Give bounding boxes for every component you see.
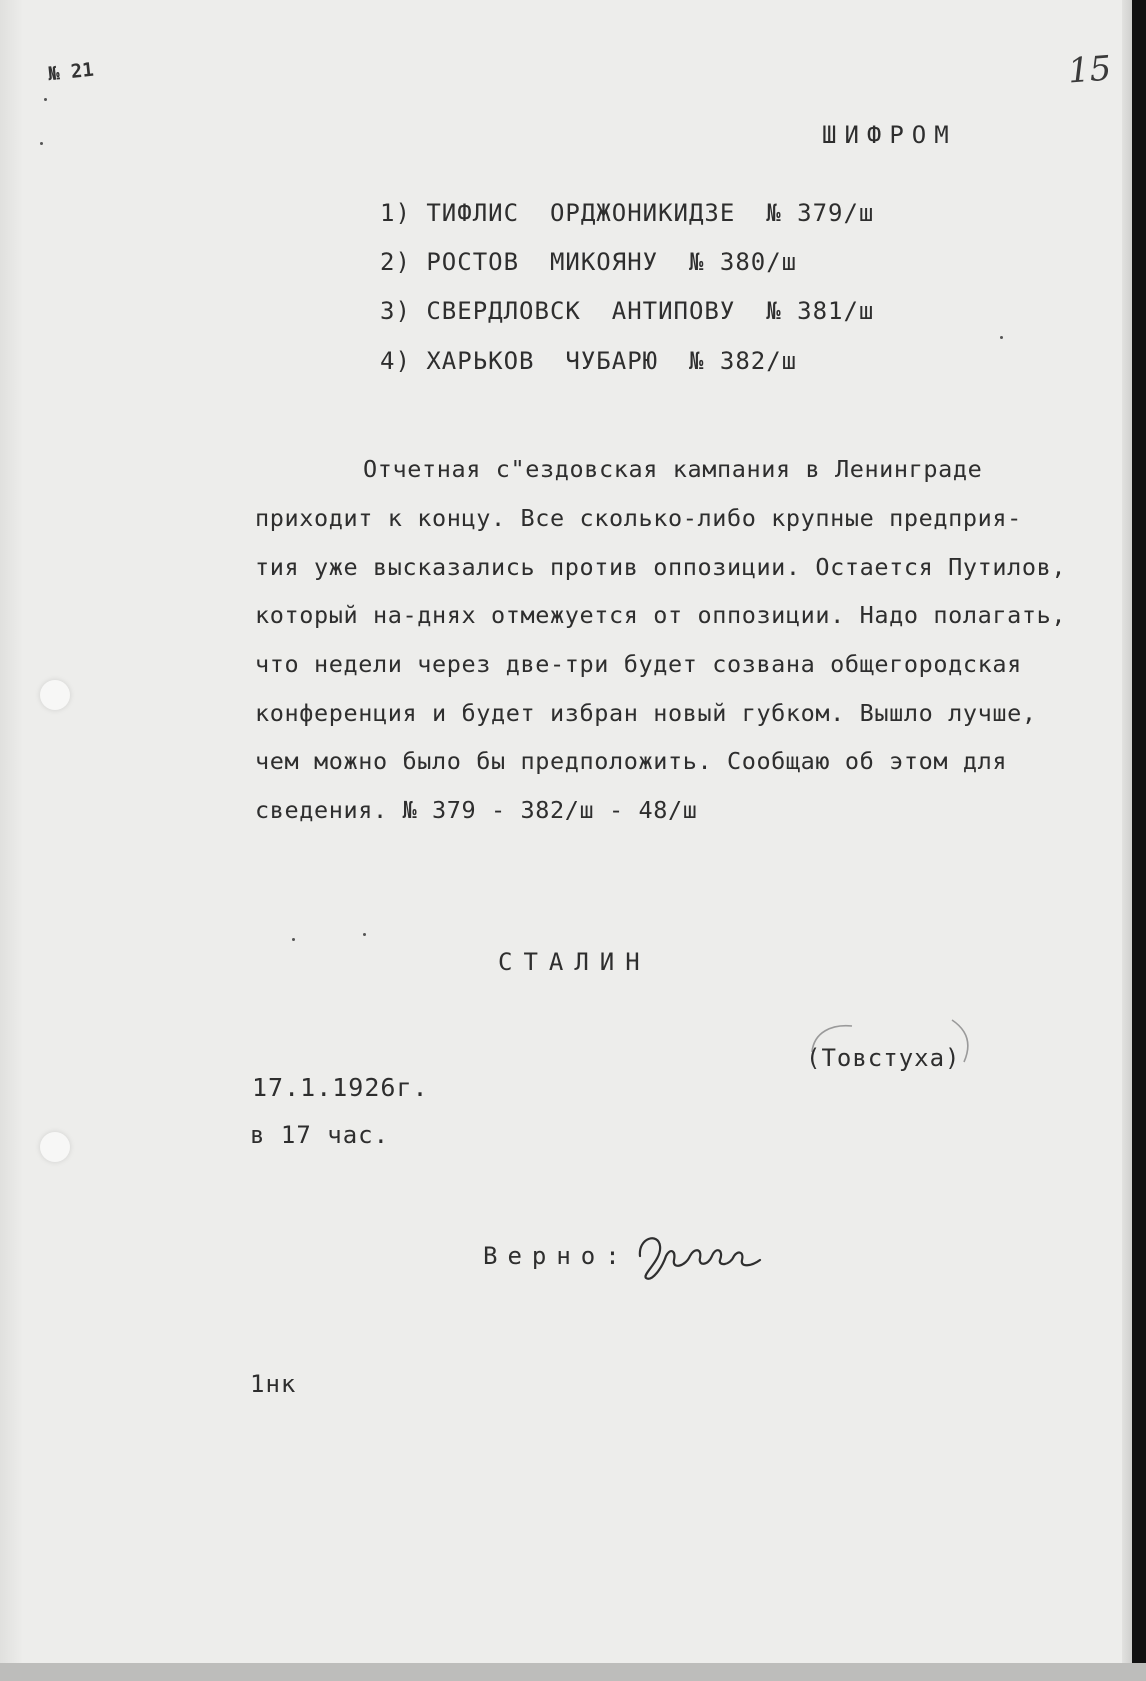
scan-bottom-edge — [0, 1663, 1146, 1681]
punch-hole-bottom — [40, 1132, 70, 1162]
body-text-line: сведения. № 379 - 382/ш - 48/ш — [255, 796, 698, 824]
addressee-line: 4) ХАРЬКОВ ЧУБАРЮ № 382/ш — [380, 347, 798, 375]
body-text-line: чем можно было бы предположить. Сообщаю об этом для — [255, 747, 1008, 775]
secretary-name: (Товстуха) — [806, 1044, 961, 1072]
cipher-header: ШИФРОМ — [822, 121, 957, 149]
scan-right-edge — [1132, 0, 1146, 1681]
body-text-line: Отчетная с"ездовская кампания в Ленинграде — [363, 455, 983, 483]
handwritten-page-number: 15 — [1066, 48, 1113, 92]
punch-hole-top — [40, 680, 70, 710]
corner-document-number: № 21 — [46, 58, 95, 86]
time-sent: в 17 час. — [250, 1121, 390, 1149]
scan-left-shadow — [0, 0, 22, 1681]
body-text-line: приходит к концу. Все сколько-либо крупные предприя- — [255, 504, 1022, 532]
verified-label: Верно: — [483, 1242, 630, 1270]
handwritten-signature — [636, 1226, 764, 1284]
body-text-line: тия уже высказались против оппозиции. Остается Путилов, — [255, 553, 1067, 581]
body-text-line: который на-днях отмежуется от оппозиции. Надо полагать, — [255, 601, 1067, 629]
reference-code: 1нк — [250, 1370, 297, 1398]
scan-right-shadow — [1122, 0, 1132, 1681]
body-text-line: конференция и будет избран новый губком. Вышло лучше, — [255, 699, 1037, 727]
sender-signature-name: СТАЛИН — [498, 948, 651, 976]
body-text-line: что недели через две-три будет созвана общегородская — [255, 650, 1022, 678]
addressee-line: 1) ТИФЛИС ОРДЖОНИКИДЗЕ № 379/ш — [380, 199, 875, 227]
addressee-line: 3) СВЕРДЛОВСК АНТИПОВУ № 381/ш — [380, 297, 875, 325]
addressee-line: 2) РОСТОВ МИКОЯНУ № 380/ш — [380, 248, 798, 276]
date-sent: 17.1.1926г. — [252, 1073, 429, 1102]
